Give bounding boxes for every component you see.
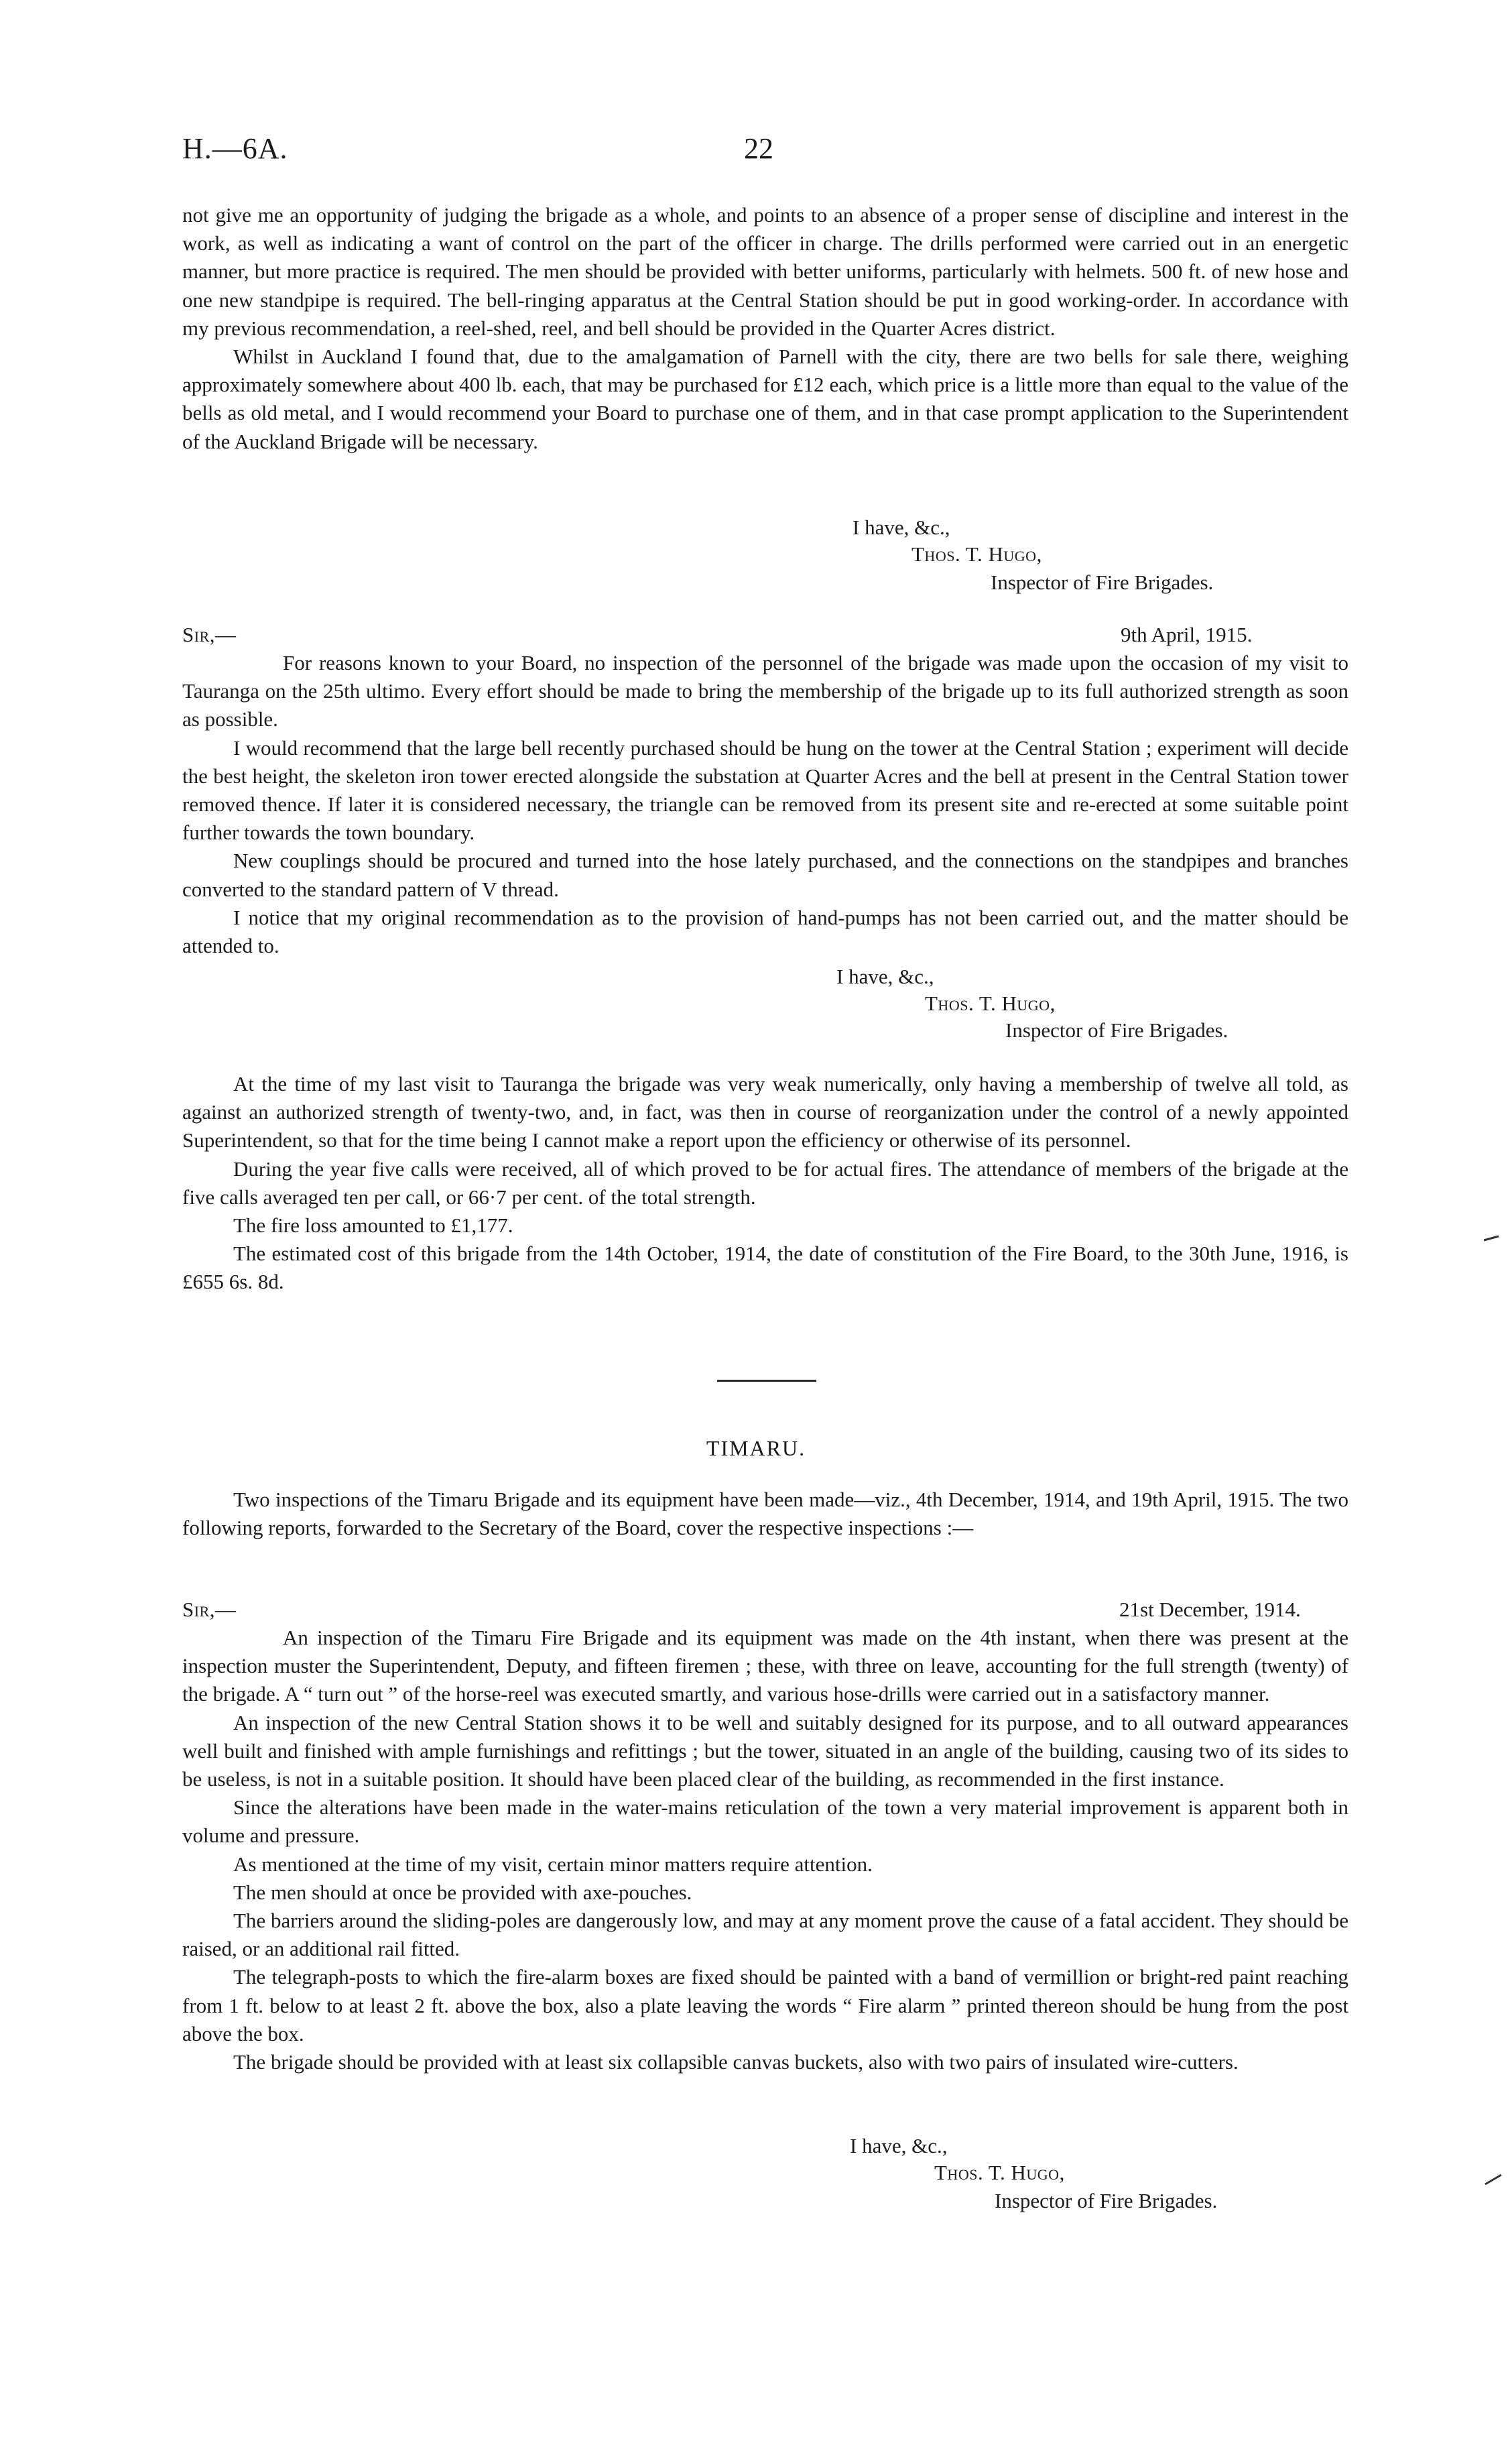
- paragraph: The brigade should be provided with at least six collapsible canvas buckets, also with two pairs of insulated wire-cutters.: [233, 2050, 1239, 2074]
- margin-mark-icon: [1483, 1234, 1501, 1243]
- paragraph: Since the alterations have been made in the water-mains reticulation of the town a very material improvement is apparent both in volume and pressure.: [182, 1795, 1348, 1848]
- paragraph: I notice that my original recommendation as to the provision of hand-pumps has not been carried out, and the matter should be attended to.: [182, 905, 1348, 958]
- tauranga-summary: [182, 1070, 1348, 1297]
- page-number: 22: [744, 132, 773, 165]
- closing: I have, &c.,: [836, 965, 934, 988]
- signature-name: Thos. T. Hugo,: [934, 2161, 1065, 2184]
- paragraph: For reasons known to your Board, no inspection of the personnel of the brigade was made upon the occasion of my visit to Tauranga on the 25th ultimo. Every effort should be made to bring the membership of the brigade up to its full authorized strength as soon as possible.: [182, 651, 1348, 731]
- paragraph: The men should at once be provided with axe-pouches.: [233, 1880, 692, 1904]
- paragraph: I would recommend that the large bell recently purchased should be hung on the tower at the Central Station ; experiment will decide the best height, the skeleton iron tower erected alongside the substation at Quarter Acres and the bell at present in the Central Station tower removed thence. If later it is considered necessary, the triangle can be removed from its present site and re-erected at some suitable point further towards the town boundary.: [182, 735, 1348, 845]
- paragraph: During the year five calls were received, all of which proved to be for actual fires. The attendance of members of the brigade at the five calls averaged ten per call, or 66·7 per cent. of the total strength.: [182, 1156, 1348, 1209]
- letter-tauranga: [182, 621, 1348, 960]
- salutation: Sir,—: [182, 623, 237, 646]
- paragraph: As mentioned at the time of my visit, certain minor matters require attention.: [233, 1852, 873, 1876]
- paragraph: Two inspections of the Timaru Brigade and its equipment have been made—viz., 4th December, 1914, and 19th April, 1915. The two following reports, forwarded to the Secretary of the Board, cover the respective inspections :—: [182, 1488, 1348, 1540]
- letter-date: 21st December, 1914.: [1119, 1598, 1301, 1621]
- paragraph: New couplings should be procured and turned into the hose lately purchased, and the connections on the standpipes and branches converted to the standard pattern of V thread.: [182, 849, 1348, 901]
- paragraph: The estimated cost of this brigade from the 14th October, 1914, the date of constitution of the Fire Board, to the 30th June, 1916, is £655 6s. 8d.: [182, 1242, 1348, 1294]
- paragraph: The telegraph-posts to which the fire-alarm boxes are fixed should be painted with a band of vermillion or bright-red paint reaching from 1 ft. below to at least 2 ft. above the box, also a plate leaving the words “ Fire alarm ” printed thereon should be hung from the post above the box.: [182, 1965, 1348, 2045]
- letter-date: 9th April, 1915.: [1121, 623, 1253, 646]
- paragraph: Whilst in Auckland I found that, due to the amalgamation of Parnell with the city, there are two bells for sale there, weighing approximately somewhere about 400 lb. each, that may be purchased for £12 each, which price is a little more than equal to the value of the bells as old metal, and I would recommend your Board to purchase one of them, and in that case prompt application to the Superintendent of the Auckland Brigade will be necessary.: [182, 345, 1348, 453]
- timaru-intro: [182, 1486, 1348, 1542]
- continued-letter: [182, 201, 1348, 456]
- signature-title: Inspector of Fire Brigades.: [991, 571, 1214, 594]
- paragraph: The barriers around the sliding-poles are dangerously low, and may at any moment prove the cause of a fatal accident. They should be raised, or an additional rail fitted.: [182, 1909, 1348, 1961]
- paragraph: An inspection of the new Central Station shows it to be well and suitably designed for its purpose, and to all outward appearances well built and finished with ample furnishings and refittings ; but the tower, situated in an angle of the building, causing two of its sides to be useless, is not in a suitable position. It should have been placed clear of the building, as recommended in the first instance.: [182, 1710, 1348, 1791]
- salutation: Sir,—: [182, 1598, 237, 1621]
- signature-name: Thos. T. Hugo,: [925, 992, 1056, 1015]
- signature-title: Inspector of Fire Brigades.: [995, 2189, 1218, 2212]
- letter-timaru: [182, 1596, 1348, 2076]
- closing: I have, &c.,: [853, 516, 950, 539]
- paragraph: not give me an opportunity of judging the brigade as a whole, and points to an absence of a proper sense of discipline and interest in the work, as well as indicating a want of control on the part of the officer in charge. The drills performed were carried out in an energetic manner, but more practice is required. The men should be provided with better uniforms, particularly with helmets. 500 ft. of new hose and one new standpipe is required. The bell-ringing apparatus at the Central Station should be put in good working-order. In accordance with my previous recommendation, a reel-shed, reel, and bell should be provided in the Quarter Acres district.: [182, 203, 1348, 340]
- section-heading: TIMARU.: [706, 1436, 806, 1460]
- paragraph: The fire loss amounted to £1,177.: [233, 1213, 513, 1238]
- margin-mark-icon: [1484, 2172, 1504, 2187]
- signature-name: Thos. T. Hugo,: [911, 542, 1042, 566]
- section-divider: [717, 1380, 816, 1382]
- closing: I have, &c.,: [850, 2134, 948, 2157]
- signature-title: Inspector of Fire Brigades.: [1005, 1018, 1228, 1042]
- paragraph: At the time of my last visit to Tauranga the brigade was very weak numerically, only having a membership of twelve all told, as against an authorized strength of twenty-two, and, in fact, was then in course of reorganization under the control of a newly appointed Superintendent, so that for the time being I cannot make a report upon the efficiency or otherwise of its personnel.: [182, 1072, 1348, 1152]
- paragraph: An inspection of the Timaru Fire Brigade and its equipment was made on the 4th instant, when there was present at the inspection muster the Superintendent, Deputy, and fifteen firemen ; these, with three on leave, accounting for the full strength (twenty) of the brigade. A “ turn out ” of the horse-reel was executed smartly, and various hose-drills were carried out in a satisfactory manner.: [182, 1626, 1348, 1706]
- document-reference: H.—6A.: [182, 132, 288, 165]
